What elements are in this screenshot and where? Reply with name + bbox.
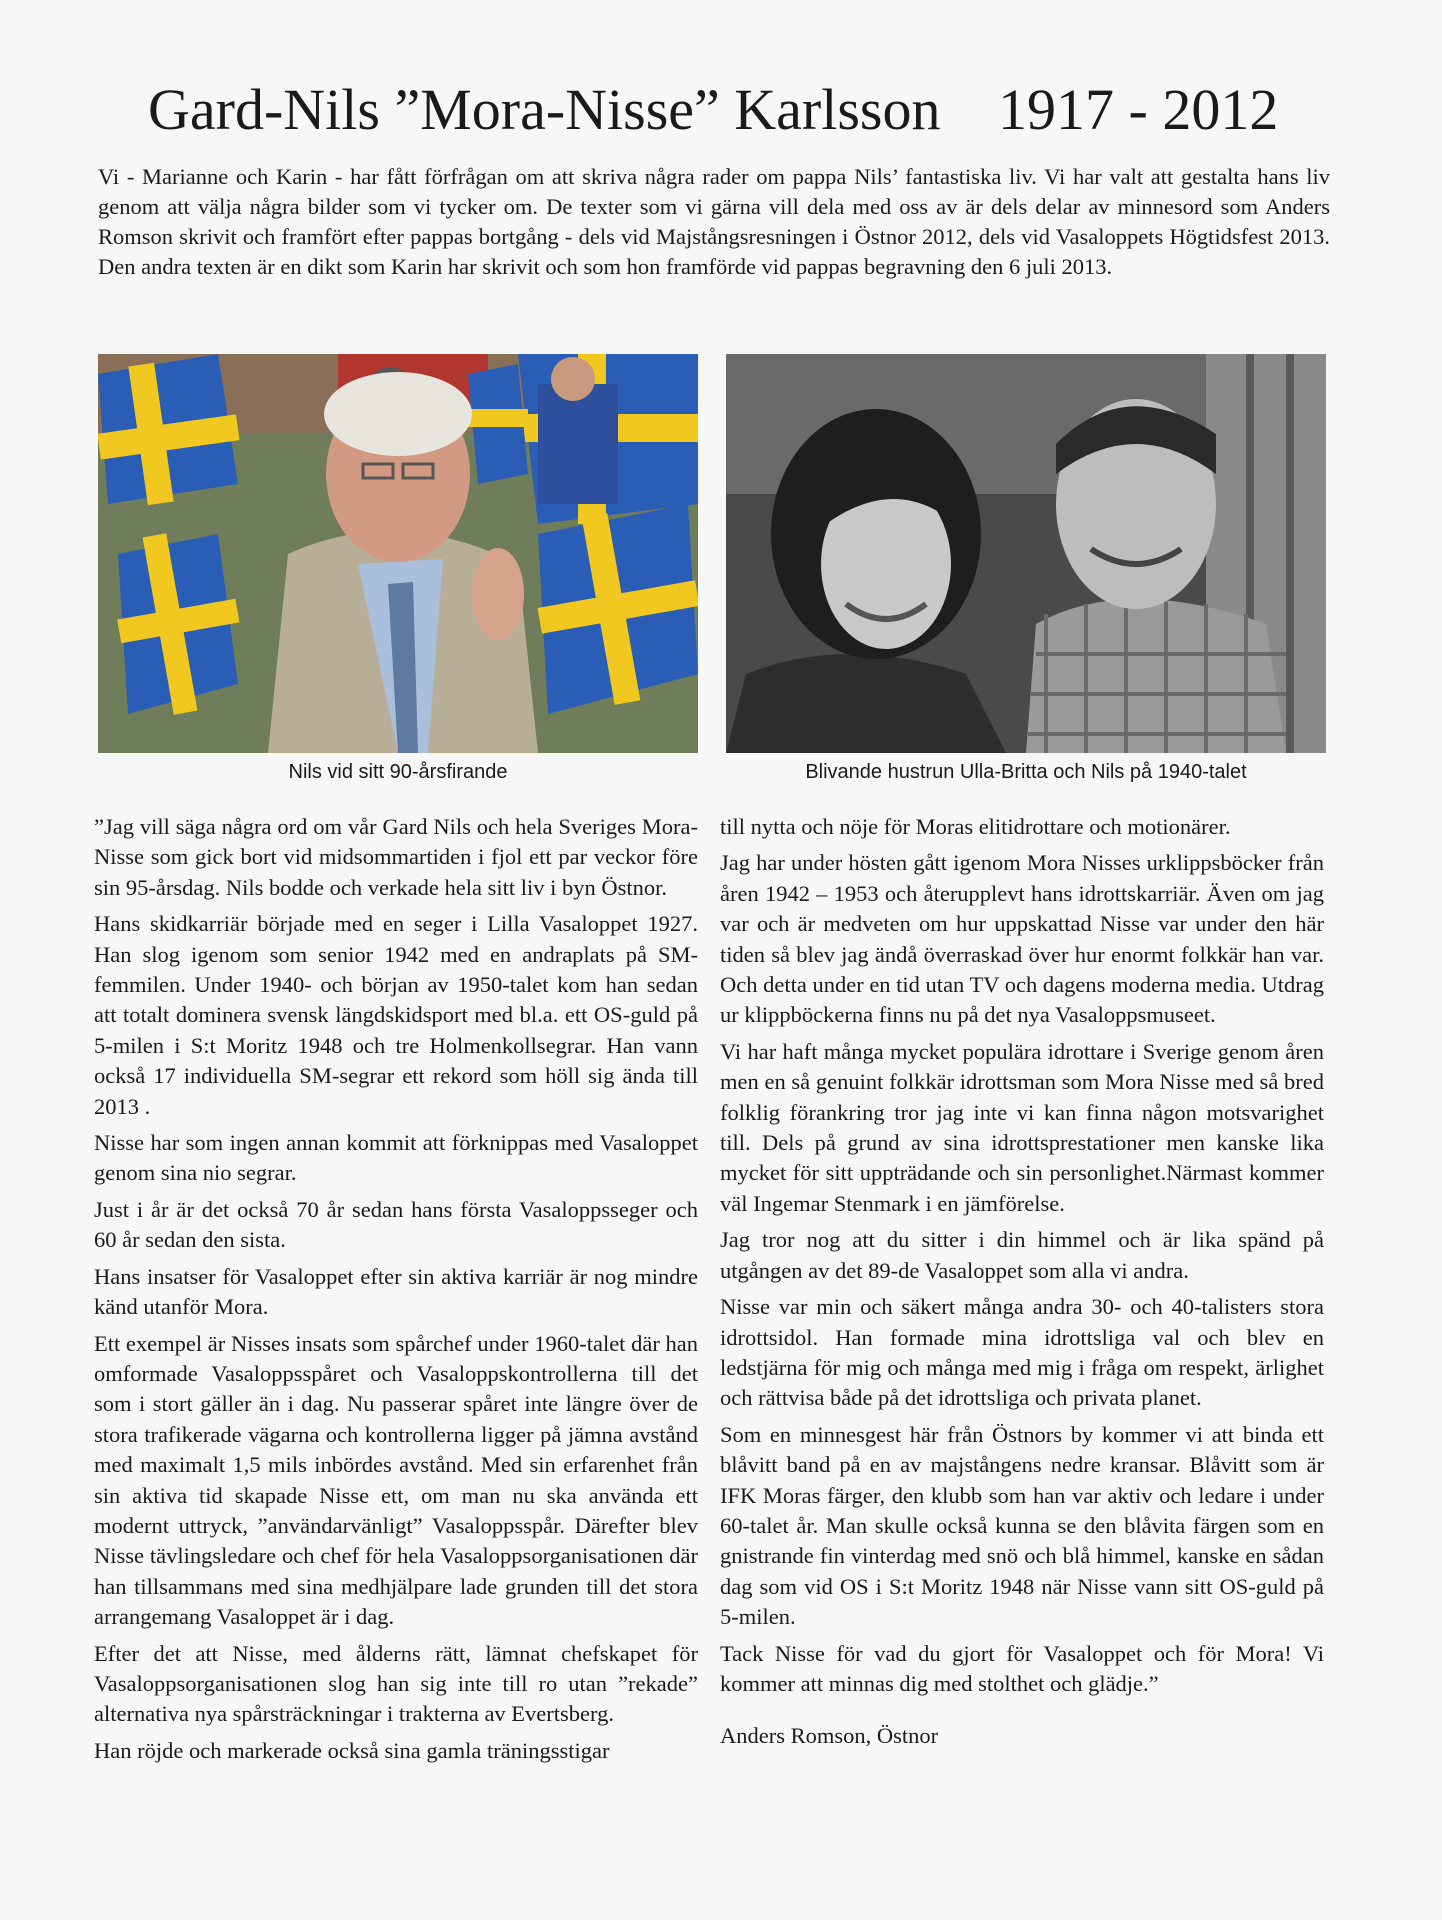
photo-1940s-couple-image — [726, 354, 1326, 753]
paragraph: Ett exempel är Nisses insats som spårchef under 1960-talet där han omformade Vasaloppsspåret och Vasaloppskontrollerna till det som i stort gäller än i dag. Nu passerar spåret inte längre över de stora trafikerade vägarna och kontrollerna ligger på jämna avstånd med maximalt 1,5 mils inbördes avstånd. Med sin erfarenhet från sin aktiva tid skapade Nisse ett, om man nu ska använda ett modernt uttryck, ”användarvänligt” Vasaloppsspår. Därefter blev Nisse tävlingsledare och chef för hela Vasaloppsorganisationen där han tillsammans med sina medhjälpare lade grunden till det stora arrangemang Vasaloppet är i dag. — [94, 1330, 698, 1630]
paragraph: Nisse var min och säkert många andra 30- och 40-talisters stora idrottsidol. Han formade mina idrottsliga val och blev en ledstjärna för mig och många med mig i fråga om respekt, ärlighet och rättvisa både på det idrottsliga och privata planet. — [720, 1294, 1324, 1411]
paragraph: Efter det att Nisse, med ålderns rätt, lämnat chefskapet för Vasaloppsorganisationen slog han sig inte till ro utan ”rekade” alternativa nya spårsträckningar i trakterna av Evertsberg. — [94, 1640, 698, 1727]
photo-caption-right: Blivande hustrun Ulla-Britta och Nils på 1940-talet — [805, 761, 1247, 783]
paragraph: Hans insatser för Vasaloppet efter sin aktiva karriär är nog mindre känd utanför Mora. — [94, 1263, 698, 1320]
paragraph: Just i år är det också 70 år sedan hans första Vasaloppsseger och 60 år sedan den sista. — [94, 1196, 698, 1253]
intro-paragraph: Vi - Marianne och Karin - har fått förfrågan om att skriva några rader om pappa Nils’ fantastiska liv. Vi har valt att gestalta hans liv genom att välja några bilder som vi tycker om. De texter som vi gärna vill dela med oss av är dels delar av minnesord som Anders Romson skrivit och framfört efter pappas bortgång - dels vid Majstångsresningen i Östnor 2012, dels vid Vasaloppets Högtidsfest 2013. Den andra texten är en dikt som Karin har skrivit och som hon framförde vid pappas begravning den 6 juli 2013. — [98, 164, 1330, 279]
photo-90th-birthday — [98, 354, 698, 753]
signature: Anders Romson, Östnor — [720, 1723, 939, 1749]
paragraph: ”Jag vill säga några ord om vår Gard Nils och hela Sveriges Mora-Nisse som gick bort vid midsommartiden i fjol ett par veckor före sin 95-årsdag. Nils bodde och verkade hela sitt liv i byn Östnor. — [94, 814, 698, 900]
paragraph: till nytta och nöje för Moras elitidrottare och motionärer. — [720, 814, 1231, 839]
paragraph: Jag tror nog att du sitter i din himmel och är lika spänd på utgången av det 89-de Vasaloppet som alla vi andra. — [720, 1227, 1324, 1283]
paragraph: Vi har haft många mycket populära idrottare i Sverige genom åren men en så genuint folkkär idrottsman som Mora Nisse med så bred folklig förankring tror jag inte vi kan finna någon motsvarighet till. Dels på grund av sina idrottsprestationer men kanske lika mycket för sitt uppträdande och sin personlighet.Närmast kommer väl Ingemar Stenmark i en jämförelse. — [720, 1038, 1324, 1216]
paragraph: Tack Nisse för vad du gjort för Vasaloppet och för Mora! Vi kommer att minnas dig med stolthet och glädje.” — [720, 1640, 1324, 1696]
paragraph: Jag har under hösten gått igenom Mora Nisses urklippsböcker från åren 1942 – 1953 och återupplevt hans idrottskarriär. Även om jag var och är medveten om hur uppskattad Nisse var under den här tiden så blev jag ändå överraskad över hur enormt folkkär han var. Och detta under en tid utan TV och dagens moderna media. Utdrag ur klippböckerna finns nu på det nya Vasaloppsmuseet. — [720, 850, 1324, 1028]
text-column-left — [94, 812, 698, 1772]
paragraph: Som en minnesgest här från Östnors by kommer vi att binda ett blåvitt band på en av majstångens nedre kransar. Blåvitt som är IFK Moras färger, den klubb som han var aktiv och ledare i under 60-talet år. Man skulle också kunna se den blåvita färgen som en gnistrande fin vinterdag med snö och blå himmel, kanske en sådan dag som vid OS i S:t Moritz 1948 när Nisse vann sitt OS-guld på 5-milen. — [720, 1421, 1324, 1630]
title-name: Gard-Nils ”Mora-Nisse” Karlsson — [148, 77, 941, 142]
title-years: 1917 - 2012 — [998, 77, 1279, 142]
photo-1940s-couple — [726, 354, 1326, 753]
text-column-right — [720, 812, 1324, 1758]
paragraph: Nisse har som ingen annan kommit att förknippas med Vasaloppet genom sina nio segrar. — [94, 1130, 698, 1186]
page-title — [148, 70, 1298, 150]
paragraph: Han röjde och markerade också sina gamla träningsstigar — [94, 1737, 610, 1763]
paragraph: Hans skidkarriär började med en seger i Lilla Vasaloppet 1927. Han slog igenom som senior 1942 med en andraplats på SM-femmilen. Under 1940- och början av 1950-talet kom han sedan att totalt dominera svensk längdskidsport med bl.a. ett OS-guld på 5-milen i S:t Moritz 1948 och tre Holmenkollsegrar. Han vann också 17 individuella SM-segrar ett rekord som höll sig ända till 2013 . — [94, 911, 698, 1119]
photo-90th-birthday-image — [98, 354, 698, 753]
photo-caption-left: Nils vid sitt 90-årsfirande — [288, 761, 508, 783]
